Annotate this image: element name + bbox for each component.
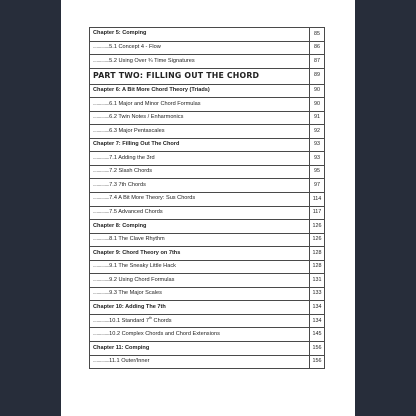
toc-row-section	[90, 152, 325, 166]
toc-entry-title	[90, 220, 310, 234]
toc-page-number: 97	[310, 179, 325, 193]
entry-title-text: 7.3 7th Chords	[109, 181, 146, 188]
toc-row-chapter	[90, 84, 325, 98]
leader-dots: ..............	[93, 100, 110, 107]
toc-row-section	[90, 233, 325, 247]
entry-title-text: 9.3 The Major Scales	[109, 290, 162, 297]
toc-row-part	[90, 68, 325, 84]
toc-page-number: 114	[310, 193, 325, 207]
superscript: th	[148, 315, 152, 320]
toc-row-section	[90, 274, 325, 288]
entry-title-text: Chapter 6: A Bit More Chord Theory (Triads)	[93, 87, 210, 94]
leader-dots: ..............	[93, 330, 110, 337]
toc-page-number: 93	[310, 152, 325, 166]
entry-title-text: 5.2 Using Over ¾ Time Signatures	[109, 57, 195, 64]
leader-dots: ..............	[93, 181, 110, 188]
leader-dots: ..............	[93, 263, 110, 270]
toc-row-section	[90, 165, 325, 179]
leader-dots: ..............	[93, 127, 110, 134]
toc-row-chapter	[90, 301, 325, 315]
toc-entry-title	[90, 301, 310, 315]
toc-page-number: 156	[310, 355, 325, 369]
toc-row-chapter	[90, 28, 325, 42]
entry-title-text: Chapter 5: Comping	[93, 30, 147, 37]
toc-row-section	[90, 206, 325, 220]
toc-page-number: 145	[310, 328, 325, 342]
leader-dots: ..............	[93, 290, 110, 297]
entry-title-text: 6.2 Twin Notes / Enharmonics	[109, 114, 184, 121]
entry-title-text: 10.1 Standard 7	[109, 317, 149, 324]
toc-row-section	[90, 328, 325, 342]
entry-title-text: Chapter 11: Comping	[93, 344, 150, 351]
toc-row-section	[90, 55, 325, 69]
toc-row-section	[90, 314, 325, 328]
toc-row-section	[90, 41, 325, 55]
toc-row-section	[90, 355, 325, 369]
leader-dots: ..............	[93, 358, 110, 365]
toc-body	[90, 28, 325, 369]
toc-page-number: 126	[310, 233, 325, 247]
toc-page-number: 156	[310, 342, 325, 356]
toc-row-section	[90, 98, 325, 112]
toc-page-number: 92	[310, 125, 325, 139]
leader-dots: ..............	[93, 276, 110, 283]
toc-entry-title	[90, 179, 310, 193]
toc-entry-title	[90, 233, 310, 247]
toc-entry-title	[90, 41, 310, 55]
toc-entry-title	[90, 260, 310, 274]
toc-page-number: 90	[310, 98, 325, 112]
toc-row-section	[90, 287, 325, 301]
toc-row-section	[90, 260, 325, 274]
entry-title-text: Chapter 7: Filling Out The Chord	[93, 141, 180, 148]
entry-title-suffix: Chords	[151, 317, 172, 324]
toc-page-number: 128	[310, 247, 325, 261]
leader-dots: ..............	[93, 236, 110, 243]
leader-dots: ..............	[93, 57, 110, 64]
toc-row-section	[90, 193, 325, 207]
toc-entry-title	[90, 138, 310, 152]
entry-title-text: 11.1 Outer/Inner	[109, 358, 150, 365]
toc-entry-title	[90, 68, 310, 84]
leader-dots: ..............	[93, 44, 110, 51]
toc-page-number: 86	[310, 41, 325, 55]
toc-entry-title	[90, 314, 310, 328]
toc-row-section	[90, 125, 325, 139]
toc-row-chapter	[90, 220, 325, 234]
toc-entry-title	[90, 125, 310, 139]
entry-title-text: 6.1 Major and Minor Chord Formulas	[109, 100, 201, 107]
toc-page-number: 117	[310, 206, 325, 220]
toc-row-section	[90, 111, 325, 125]
entry-title-text: Chapter 10: Adding The 7th	[93, 303, 166, 310]
toc-page-number: 133	[310, 287, 325, 301]
entry-title-text: 10.2 Complex Chords and Chord Extensions	[109, 330, 220, 337]
toc-page-number: 93	[310, 138, 325, 152]
toc-page-number: 90	[310, 84, 325, 98]
toc-entry-title	[90, 206, 310, 220]
toc-entry-title	[90, 152, 310, 166]
toc-entry-title	[90, 247, 310, 261]
toc-page-number: 131	[310, 274, 325, 288]
toc-page-number: 85	[310, 28, 325, 42]
leader-dots: ..............	[93, 114, 110, 121]
toc-page-number: 134	[310, 314, 325, 328]
toc-page-number: 95	[310, 165, 325, 179]
toc-entry-title	[90, 84, 310, 98]
toc-row-section	[90, 179, 325, 193]
entry-title-text: 8.1 The Clave Rhythm	[109, 236, 165, 243]
entry-title-text: 5.1 Concept 4 - Flow	[109, 44, 161, 51]
toc-entry-title	[90, 165, 310, 179]
leader-dots: ..............	[93, 195, 110, 202]
toc-page-number: 87	[310, 55, 325, 69]
entry-title-text: 6.3 Major Pentascales	[109, 127, 165, 134]
leader-dots: ..............	[93, 168, 110, 175]
toc-page-number: 126	[310, 220, 325, 234]
table-of-contents	[89, 27, 325, 369]
entry-title-text: Chapter 8: Comping	[93, 222, 147, 229]
entry-title-text: 7.2 Slash Chords	[109, 168, 153, 175]
toc-entry-title	[90, 193, 310, 207]
leader-dots: ..............	[93, 209, 110, 216]
toc-entry-title	[90, 274, 310, 288]
entry-title-text: PART TWO: FILLING OUT THE CHORD	[93, 71, 260, 81]
toc-entry-title	[90, 98, 310, 112]
entry-title-text: 7.4 A Bit More Theory: Sus Chords	[109, 195, 196, 202]
leader-dots: ..............	[93, 154, 110, 161]
toc-entry-title	[90, 328, 310, 342]
entry-title-text: 7.5 Advanced Chords	[109, 209, 163, 216]
toc-entry-title	[90, 55, 310, 69]
entry-title-text: 9.2 Using Chord Formulas	[109, 276, 175, 283]
toc-row-chapter	[90, 342, 325, 356]
entry-title-text: 7.1 Adding the 3rd	[109, 154, 155, 161]
toc-page-number: 91	[310, 111, 325, 125]
entry-title-text: Chapter 9: Chord Theory on 7ths	[93, 249, 181, 256]
leader-dots: ..............	[93, 317, 110, 324]
toc-entry-title	[90, 28, 310, 42]
toc-entry-title	[90, 287, 310, 301]
toc-page-number: 89	[310, 68, 325, 84]
toc-entry-title	[90, 111, 310, 125]
toc-page-number: 128	[310, 260, 325, 274]
toc-entry-title	[90, 355, 310, 369]
toc-row-chapter	[90, 247, 325, 261]
toc-entry-title	[90, 342, 310, 356]
toc-page-number: 134	[310, 301, 325, 315]
document-page	[61, 0, 355, 416]
toc-row-chapter	[90, 138, 325, 152]
entry-title-text: 9.1 The Sneaky Little Hack	[109, 263, 176, 270]
